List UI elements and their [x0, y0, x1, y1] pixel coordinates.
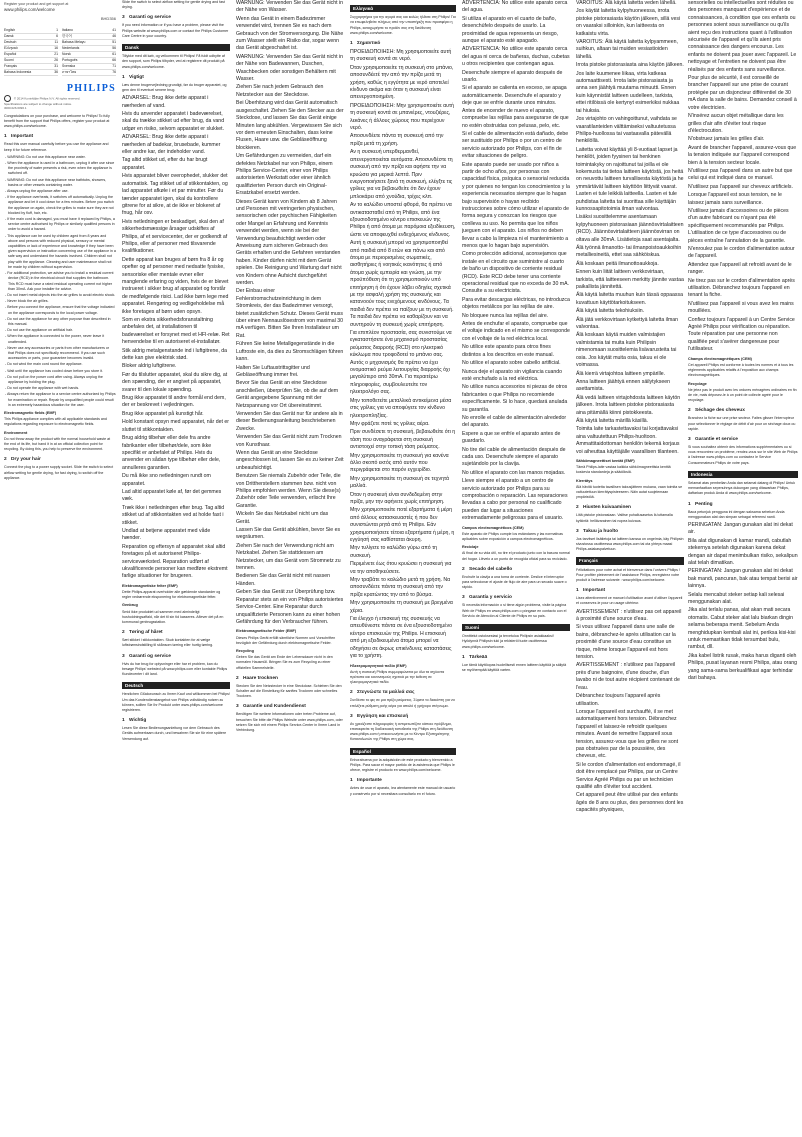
- warning-list: PERINGATAN: Jangan gunakan alat ini dekat air. Bila alat digunakan di kamar mandi, cabutlah stekernya setelah digunakan karena dekat dengan air dapat menimbulkan risiko, sekalipun alat telah dimatikan. PERINGATAN: Jangan gunakan alat ini dekat bak mandi, pancuran, bak atau tempat berisi air lainnya. Selalu mencabut steker setiap kali selesai menggunakan alat. Jika alat terlalu panas, alat akan mati secara otomatis. Cabut steker alat lalu biarkan dingin selama beberapa menit. Sebelum Anda menghidupkan kembali alat ini, periksa kisi-kisi untuk memastikan tidak tersumbat bulu, rambut, dll. Jika kabel listrik rusak, maka harus diganti oleh Philips, pusat layanan resmi Philips, atau orang yang sama-sama berkualifikasi agar terhindar dari bahaya.: [688, 521, 798, 682]
- warning-item: - Do not wind the main cord round the appliance.: [4, 362, 116, 367]
- copyright-block: © 2014 Koninklijke Philips N.V. All rights reserved. Specifications are subject to change without notice. 3000.026.6096.1: [4, 96, 81, 110]
- section-heading: 2 Haare trocknen: [236, 675, 278, 681]
- register-url[interactable]: www.philips.com/welcome: [4, 7, 55, 13]
- column-6: VAROITUS: Älä käytä laitetta veden lähellä. Jos käytät laitetta kylpyhuoneessa, irrota pistoke pistorasiasta käytön jälkeen, sillä vesi on vaaraksi silloinkin, kun laitteesta on katkaistu virta. VAROITUS: Älä käytä laitetta kylpyammeen, suihkun, altaan tai muiden vesiastioiden lähellä. Irrota pistoke pistorasiasta aina käytön jälkeen. Jos laite kuumenee liikaa, virta katkeaa automaattisesti. Irrota laite pistorasiasta ja anna sen jäähtyä muutama minuutti. Ennen kuin käynnistät laitteen uudelleen, tarkista, ettei ritilöissä ole kertynyt esimerkiksi nukkaa tai hiuksia. Jos virtajohto on vahingoittunut, vaihdata se vaaratilanteiden välttämiseksi valtuutetussa Philips-huollossa tai vastaavalla pätevällä henkilöllä. Laitetta voivat käyttää yli 8-vuotiaat lapset ja henkilöt, joiden fyysinen tai henkinen toimintakyky on rajoittunut tai joilla ei ole kokemusta tai tietoa laitteen käytöstä, jos heitä on neuvottu laitteen turvallisesta käytöstä ja he ymmärtävät laitteen käyttöön liittyvät vaarat. Lasten ei tule leikkiä laitteella. Lasten ei tule puhdistaa laitetta tai suorittaa sille käyttäjän kunnossapitotoimia ilman valvontaa. Lisäksi suosittelemme asentamaan kylpyhuoneen pistorasiaan jäännösvirtalaitteen (RCD). Jäännösvirtalaitteen jäännösvirran on oltava alle 30mA. Lisätietoja saat asentajalta. Älä työnnä ilmanotto- tai ilmanpoistoaukkoihin metalliesineitä, ettet saa sähköiskua. Älä koskaan peitä ilmanottoaukkoja. Ennen kuin liität laitteen verkkovirtaan, tarkista, että laitteeseen merkitty jännite vastaa paikallista jännitettä. Älä käytä laitetta muuhun kuin tässä oppaassa kuvattuun käyttötarkoitukseen. Älä käytä laitetta tekohiuksiin. Älä jätä verkkovirtaan kytkettyä laitetta ilman valvontaa. Älä koskaan käytä muiden valmistajien valmistamia tai muita kuin Philipsin nimenomaan suosittelemia lisävarusteita tai osia. Jos käytät muita osia, takuu ei ole voimassa. Älä kierrä virtajohtoa laitteen ympärille. Anna laitteen jäähtyä ennen säilytykseen asettamista. Älä vedä laitteen virtajohdosta laitteen käytön jälkeen. Irrota laitteen pistoke pistorasiasta aina pitämällä kiinni pistokkeesta. Älä käytä laitetta märillä käsillä. Toimita laite tarkastettavaksi tai korjattavaksi aina valtuutettuun Philips-huoltoon. Ammattitaidottoman henkilön tekemä korjaus voi aiheuttaa käyttäjälle vaarallisen tilanteen. Sähkömagneettiset kentät (EMF) Tämä Philips-laite vastaa kaikkia sähkömagneettisia kenttiä koskevia standardeja ja säädöksiä. Kierrätys Älä hävitä tuotetta tavallisen talousjätteen mukana, vaan toimita se valtuutettuun kierrätyspisteeseen. Näin autat suojelemaan ympäristöä. 2 Hiusten kuivaaminen Liitä pistoke pistorasiaan. Valitse puhallusasetus liu'uttamalla kytkintä: hellävarainen tai nopea kuivaus. 3 Takuu ja huolto Jos tarvitset lisätietoja tai laitteen kanssa on ongelmia, käy Philipsin sivustossa osoitteessa www.philips.com tai ota yhteys maasi Philips-asiakaspalveluun. Français Félicitations pour votre achat et bienvenue dans l'univers Philips ! Pour profiter pleinement de l'assistance Philips, enregistrez votre produit à l'adresse suivante : www.philips.com/welcome. 1 Important Lisez attentivement ce manuel d'utilisation avant d'utiliser l'appareil et conservez-le pour un usage ultérieur. AVERTISSEMENT : n'utilisez pas cet appareil à proximité d'une source d'eau. Si vous utilisez l'appareil dans une salle de bains, débranchez-le après utilisation car la proximité d'une source d'eau constitue un risque, même lorsque l'appareil est hors tension. AVERTISSEMENT : n'utilisez pas l'appareil près d'une baignoire, d'une douche, d'un lavabo ni de tout autre récipient contenant de l'eau. Débranchez toujours l'appareil après utilisation. Lorsque l'appareil est surchauffé, il se met automatiquement hors tension. Débranchez l'appareil et laissez-le refroidir quelques minutes. Avant de remettre l'appareil sous tension, assurez-vous que les grilles ne sont pas obstruées par de la poussière, des cheveux, etc. Si le cordon d'alimentation est endommagé, il doit être remplacé par Philips, par un Centre Service Agréé Philips ou par un technicien qualifié afin d'éviter tout accident. Cet appareil peut être utilisé par des enfants âgés de 8 ans ou plus, des personnes dont les capacités physiques,: [576, 0, 684, 814]
- section-heading: 3 Garanti og service: [122, 15, 171, 21]
- language-header-indonesia: Indonesia: [688, 471, 798, 478]
- warning-list: ADVARSEL: Brug ikke dette apparat i nærheden af vand. Hvis du anvender apparatet i badeværelset, skal du trække stikket ud efter brug, da vand udgør en risiko, selvom apparatet er slukket. ADVARSEL: Brug ikke dette apparat i nærheden af badekar, brusebade, kummer eller andre kar, der indeholder vand. Tag altid stikket ud, efter du har brugt apparatet. Hvis apparatet bliver overophedet, slukker det automatisk. Tag stikket ud af stikkontakten, og lad apparatet afkøle i et par minutter. Før du tænder apparatet igen, skal du kontrollere gitrene for at sikre, at de ikke er blokeret af fnug, hår osv. Hvis netledningen er beskadiget, skal den af sikkerhedsmæssige årsager udskiftes af Philips, af et servicecenter, der er godkendt af Philips, eller af personer med tilsvarende kvalifikationer. Dette apparat kan bruges af børn fra 8 år og opefter og af personer med nedsatte fysiske, sensoriske eller mentale evner eller manglende erfaring og viden, hvis de er blevet instrueret i sikker brug af apparatet og forstår de medfølgende risici. Lad ikke børn lege med apparatet. Rengøring og vedligeholdelse må ikke foretages af børn uden opsyn. Som en ekstra sikkerhedsforanstaltning anbefales det, at installationen til badeværelset er forsynet med et HFI-relæ. Ret henvendelse til en autoriseret el-installatør. Stik aldrig metalgenstande ind i luftgitrene, da dette kan give elektrisk stød. Bloker aldrig luftgitrene. Før du tilslutter apparatet, skal du sikre dig, at den spænding, der er angivet på apparatet, svarer til den lokale spænding. Brug ikke apparatet til andre formål end dem, der er beskrevet i vejledningen. Brug ikke apparatet på kunstigt hår. Hold konstant opsyn med apparatet, når det er sluttet til stikkontakten. Brug aldrig tilbehør eller dele fra andre fabrikanter eller tilbehør/dele, som ikke specifikt er anbefalet af Philips. Hvis du anvender en sådan type tilbehør eller dele, annulleres garantien. Du må ikke sno netledningen rundt om apparatet. Lad altid apparatet køle af, før det gemmes væk. Træk ikke i netledningen efter brug. Tag altid stikket ud af stikkontakten ved at holde fast i stikket. Undlad at betjene apparatet med våde hænder. Reparation og eftersyn af apparatet skal altid foretages på et autoriseret Philips-serviceværksted. Reparation udført af ukvalificerede personer kan medføre ekstremt farlige situationer for brugeren.: [122, 95, 230, 580]
- column-5: ADVERTENCIA: No utilice este aparato cerca del agua. Si utiliza el aparato en el cuarto de baño, desenchúfelo después de usarlo. La proximidad de agua representa un riesgo, aunque el aparato esté apagado. ADVERTENCIA: No utilice este aparato cerca del agua ni cerca de bañeras, duchas, cubetas u otros recipientes que contengan agua. Desenchufe siempre el aparato después de usarlo. Si el aparato se calienta en exceso, se apaga automáticamente. Desenchufe el aparato y deje que se enfríe durante unos minutos. Antes de encender de nuevo el aparato, compruebe las rejillas para asegurarse de que no estén obstruidas con pelusas, pelo, etc. Si el cable de alimentación está dañado, debe ser sustituido por Philips o por un centro de servicio autorizado por Philips, con el fin de evitar situaciones de peligro. Este aparato puede ser usado por niños a partir de ocho años, por personas con capacidad física, psíquica o sensorial reducida y por quienes no tengan los conocimientos y la experiencia necesarios siempre que lo hagan bajo supervisión o hayan recibido instrucciones sobre cómo utilizar el aparato de forma segura y conozcan los riesgos que conlleva su uso. No permita que los niños jueguen con el aparato. Los niños no deben llevar a cabo la limpieza ni el mantenimiento a menos que lo hagan bajo supervisión. Como protección adicional, aconsejamos que instale en el circuito que suministre al cuarto de baño un dispositivo de corriente residual (RCD). Este RCD debe tener una corriente operacional residual que no exceda de 30 mA. Consulte a su electricista. Para evitar descargas eléctricas, no introduzca objetos metálicos por las rejillas de aire. No bloquee nunca las rejillas del aire. Antes de enchufar el aparato, compruebe que el voltaje indicado en el mismo se corresponde con el voltaje de la red eléctrica local. No utilice este aparato para otros fines distintos a los descritos en este manual. No utilice el aparato sobre cabello artificial. Nunca deje el aparato sin vigilancia cuando esté enchufado a la red eléctrica. No utilice nunca accesorios ni piezas de otros fabricantes o que Philips no recomiende específicamente. Si lo hace, quedará anulada su garantía. No enrolle el cable de alimentación alrededor del aparato. Espere a que se enfríe el aparato antes de guardarlo. No tire del cable de alimentación después de cada uso. Desenchufe siempre el aparato sujetándolo por la clavija. No utilice el aparato con las manos mojadas. Lleve siempre el aparato a un centro de servicio autorizado por Philips para su comprobación o reparación. Las reparaciones llevadas a cabo por personal no cualificado pueden dar lugar a situaciones extremadamente peligrosas para el usuario. Campos electromagnéticos (CEM) Este aparato de Philips cumple los estándares y las normativas aplicables sobre exposición a campos electromagnéticos. Reciclaje Al final de su vida útil, no tire el producto junto con la basura normal del hogar. Llévelo a un punto de recogida oficial para su reciclado. 2 Secado del cabello Enchufe la clavija a una toma de corriente. Deslice el interruptor para seleccionar el ajuste de flujo de aire para un secado suave o rápido. 3 Garantía y servicio Si necesita información o si tiene algún problema, visite la página Web de Philips en www.philips.com o póngase en contacto con el Servicio de Atención al Cliente de Philips en su país. Suomi Onnittelut ostoksestasi ja tervetuloa Philipsin asiakkaaksi! Hyödynnä Philipsin tuki ja rekisteröi tuote osoitteessa www.philips.com/welcome. 1 Tärkeää Lue tämä käyttöopas huolellisesti ennen laitteen käyttöä ja säilytä se myöhempää käyttöä varten.: [462, 0, 570, 673]
- language-index-row[interactable]: ภาษาไทย 76: [62, 69, 116, 74]
- warning-item: - Do not use the appliance for any other purpose than described in this manual.: [4, 317, 116, 327]
- intro-text: Congratulations on your purchase, and welcome to Philips! To fully benefit from the support that Philips offers, register your product at www.philips.com/welcome.: [4, 113, 110, 129]
- emf-heading: Electromagnetic fields (EMF): [4, 410, 57, 415]
- warning-list: ADVERTENCIA: No utilice este aparato cerca del agua. Si utiliza el aparato en el cuarto de baño, desenchúfelo después de usarlo. La proximidad de agua representa un riesgo, aunque el aparato esté apagado. ADVERTENCIA: No utilice este aparato cerca del agua ni cerca de bañeras, duchas, cubetas u otros recipientes que contengan agua. Desenchufe siempre el aparato después de usarlo. Si el aparato se calienta en exceso, se apaga automáticamente. Desenchufe el aparato y deje que se enfríe durante unos minutos. Antes de encender de nuevo el aparato, compruebe las rejillas para asegurarse de que no estén obstruidas con pelusas, pelo, etc. Si el cable de alimentación está dañado, debe ser sustituido por Philips o por un centro de servicio autorizado por Philips, con el fin de evitar situaciones de peligro. Este aparato puede ser usado por niños a partir de ocho años, por personas con capacidad física, psíquica o sensorial reducida y por quienes no tengan los conocimientos y la experiencia necesarios siempre que lo hagan bajo supervisión o hayan recibido instrucciones sobre cómo utilizar el aparato de forma segura y conozcan los riesgos que conlleva su uso. No permita que los niños jueguen con el aparato. Los niños no deben llevar a cabo la limpieza ni el mantenimiento a menos que lo hagan bajo supervisión. Como protección adicional, aconsejamos que instale en el circuito que suministre al cuarto de baño un dispositivo de corriente residual (RCD). Este RCD debe tener una corriente operacional residual que no exceda de 30 mA. Consulte a su electricista. Para evitar descargas eléctricas, no introduzca objetos metálicos por las rejillas de aire. No bloquee nunca las rejillas del aire. Antes de enchufar el aparato, compruebe que el voltaje indicado en el mismo se corresponde con el voltaje de la red eléctrica local. No utilice este aparato para otros fines distintos a los descritos en este manual. No utilice el aparato sobre cabello artificial. Nunca deje el aparato sin vigilancia cuando esté enchufado a la red eléctrica. No utilice nunca accesorios ni piezas de otros fabricantes o que Philips no recomiende específicamente. Si lo hace, quedará anulada su garantía. No enrolle el cable de alimentación alrededor del aparato. Espere a que se enfríe el aparato antes de guardarlo. No tire del cable de alimentación después de cada uso. Desenchufe siempre el aparato sujetándolo por la clavija. No utilice el aparato con las manos mojadas. Lleve siempre el aparato a un centro de servicio autorizado por Philips para su comprobación o reparación. Las reparaciones llevadas a cabo por personal no cualificado pueden dar lugar a situaciones extremadamente peligrosas para el usuario.: [462, 0, 570, 522]
- section-heading: 2 Στεγνώστε τα μαλλιά σας: [350, 690, 415, 696]
- environment-heading: Recyclage: [688, 381, 707, 386]
- environment-heading: Reciclaje: [462, 545, 479, 550]
- language-header-deutsch: Deutsch: [122, 682, 230, 689]
- language-index-row[interactable]: Deutsch 11: [4, 39, 58, 44]
- emf-heading: Elektromagnetiske felter (EMF): [122, 583, 178, 588]
- warning-item: - If the main cord is damaged, you must have it replaced by Philips, a service centre authorised by Philips or similarly qualified persons in order to avoid a hazard.: [4, 217, 116, 233]
- environment-heading: Kierrätys: [576, 478, 593, 483]
- column-1: Register your product and get support at www.philips.com/welcome BHD356 English 1 Italiano 41 Dansk 6 한국어 46 Deutsch 11 Bahasa Melayu 51 Ελληνικά 16 Nederlands 56 Español 21 Norsk 61 Suomi 26 Português 66 Français 31 Svenska 71 Bahasa Indonesia 36 ภาษาไทย 76 PHILIPS © 2014 Koninklijke Philips N.V. All rights reserved. Specifications are subject to change without notice. 3000.026.6096.1 Congratulations on your purchase, and welcome to Philips! To fully benefit from the support that Philips offers, register your product at www.philips.com/welcome. 1 Important Read this user manual carefully before you use the appliance and keep it for future reference. - WARNING: Do not use this appliance near water. - When the appliance is used in a bathroom, unplug it after use since the proximity of water presents a risk, even when the appliance is switched off. - WARNING: Do not use this appliance near bathtubs, showers, basins or other vessels containing water. - Always unplug the appliance after use. - If the appliance overheats, it switches off automatically. Unplug the appliance and let it cool down for a few minutes. Before you switch the appliance on again, check the grilles to make sure they are not blocked by fluff, hair, etc. - If the main cord is damaged, you must have it replaced by Philips, a service centre authorised by Philips or similarly qualified persons in order to avoid a hazard. - This appliance can be used by children aged from 8 years and above and persons with reduced physical, sensory or mental capabilities or lack of experience and knowledge if they have been given supervision or instruction concerning use of the appliance in a safe way and understand the hazards involved. Children shall not play with the appliance. Cleaning and user maintenance shall not be made by children without supervision. - For additional protection, we advise you to install a residual current device (RCD) in the electrical circuit that supplies the bathroom. This RCD must have a rated residual operating current not higher than 30mA. Ask your installer for advice. - Do not insert metal objects into the air grilles to avoid electric shock. - Never block the air grilles. - Before you connect the appliance, ensure that the voltage indicated on the appliance corresponds to the local power voltage. - Do not use the appliance for any other purpose than described in this manual. - Do not use the appliance on artificial hair. - When the appliance is connected to the power, never leave it unattended. - Never use any accessories or parts from other manufacturers or that Philips does not specifically recommend. If you use such accessories or parts, your guarantee becomes invalid. - Do not wind the main cord round the appliance. - Wait until the appliance has cooled down before you store it. - Do not pull on the power cord after using. Always unplug the appliance by holding the plug. - Do not operate the appliance with wet hands. - Always return the appliance to a service centre authorized by Philips for examination or repair. Repair by unqualified people could result in an extremely hazardous situation for the user. Electromagnetic fields (EMF) This Philips appliance complies with all applicable standards and regulations regarding exposure to electromagnetic fields. Environment Do not throw away the product with the normal household waste at the end of its life, but hand it in at an official collection point for recycling. By doing this, you help to preserve the environment. 2 Dry your hair Connect the plug to a power supply socket. Slide the switch to select airflow setting for gentle drying, for fast drying, to switch off the appliance.: [4, 0, 116, 1137]
- warning-item: - Always return the appliance to a service centre authorized by Philips for examination or repair. Repair by unqualified people could result in an extremely hazardous situation for the user.: [4, 392, 116, 408]
- language-index-row[interactable]: Svenska 71: [62, 63, 116, 68]
- section-heading: 2 Séchage des cheveux: [688, 408, 745, 414]
- language-index-row[interactable]: English 1: [4, 27, 58, 32]
- environment-heading: Recycling: [236, 648, 254, 653]
- language-header-greek: Ελληνικά: [350, 5, 456, 12]
- warning-item: - Do not operate the appliance with wet hands.: [4, 386, 116, 391]
- warning-list: AVERTISSEMENT : n'utilisez pas cet appareil à proximité d'une source d'eau. Si vous utilisez l'appareil dans une salle de bains, débranchez-le après utilisation car la proximité d'une source d'eau constitue un risque, même lorsque l'appareil est hors tension. AVERTISSEMENT : n'utilisez pas l'appareil près d'une baignoire, d'une douche, d'un lavabo ni de tout autre récipient contenant de l'eau. Débranchez toujours l'appareil après utilisation. Lorsque l'appareil est surchauffé, il se met automatiquement hors tension. Débranchez l'appareil et laissez-le refroidir quelques minutes. Avant de remettre l'appareil sous tension, assurez-vous que les grilles ne sont pas obstruées par de la poussière, des cheveux, etc. Si le cordon d'alimentation est endommagé, il doit être remplacé par Philips, par un Centre Service Agréé Philips ou par un technicien qualifié afin d'éviter tout accident. Cet appareil peut être utilisé par des enfants âgés de 8 ans ou plus, des personnes dont les capacités physiques,: [576, 608, 684, 814]
- section-heading: 3 Takuu ja huolto: [576, 528, 619, 534]
- section-heading: 2 Dry your hair: [4, 457, 41, 463]
- warning-item: - When the appliance is used in a bathroom, unplug it after use since the proximity of water presents a risk, even when the appliance is switched off.: [4, 161, 116, 177]
- language-header-francais: Français: [576, 557, 684, 564]
- language-header-suomi: Suomi: [462, 624, 570, 631]
- section-heading: 1 Penting: [688, 501, 713, 507]
- emf-heading: Campos electromagnéticos (CEM): [462, 525, 524, 530]
- section-heading: 3 Garanti og service: [122, 653, 171, 659]
- model-number: BHD356: [100, 16, 116, 22]
- warning-list: [4, 155, 116, 408]
- language-index-row[interactable]: Bahasa Indonesia 36: [4, 69, 58, 74]
- warning-list: sensorielles ou intellectuelles sont réduites ou des personnes manquant d'expérience et de connaissances, à condition que ces enfants ou personnes soient sous surveillance ou qu'ils aient reçu des instructions quant à l'utilisation sécurisée de l'appareil et qu'ils aient pris connaissance des dangers encourus. Les enfants ne doivent pas jouer avec l'appareil. Le nettoyage et l'entretien ne doivent pas être réalisés par des enfants sans surveillance. Pour plus de sécurité, il est conseillé de brancher l'appareil sur une prise de courant protégée par un disjoncteur différentiel de 30 mA dans la salle de bains. Demandez conseil à votre électricien. N'insérez aucun objet métallique dans les grilles d'air afin d'éviter tout risque d'électrocution. N'obstruez jamais les grilles d'air. Avant de brancher l'appareil, assurez-vous que la tension indiquée sur l'appareil correspond bien à la tension secteur locale. N'utilisez pas l'appareil dans un autre but que celui qui est indiqué dans ce manuel. N'utilisez pas l'appareil sur cheveux artificiels. Lorsque l'appareil est sous tension, ne le laissez jamais sans surveillance. N'utilisez jamais d'accessoires ou de pièces d'un autre fabricant ou n'ayant pas été spécifiquement recommandés par Philips. L'utilisation de ce type d'accessoires ou de pièces entraîne l'annulation de la garantie. N'enroulez pas le cordon d'alimentation autour de l'appareil. Attendez que l'appareil ait refroidi avant de le ranger. Ne tirez pas sur le cordon d'alimentation après utilisation. Débranchez toujours l'appareil en tenant la fiche. N'utilisez pas l'appareil si vous avez les mains mouillées. Confiez toujours l'appareil à un Centre Service Agréé Philips pour vérification ou réparation. Toute réparation par une personne non qualifiée peut s'avérer dangereuse pour l'utilisateur.: [688, 0, 797, 353]
- emf-heading: Ηλεκτρομαγνητικά πεδία (EMF): [350, 663, 407, 668]
- column-7: sensorielles ou intellectuelles sont réduites ou des personnes manquant d'expérience et de connaissances, à condition que ces enfants ou personnes soient sous surveillance ou qu'ils aient reçu des instructions quant à l'utilisation sécurisée de l'appareil et qu'ils aient pris connaissance des dangers encourus. Les enfants ne doivent pas jouer avec l'appareil. Le nettoyage et l'entretien ne doivent pas être réalisés par des enfants sans surveillance. Pour plus de sécurité, il est conseillé de brancher l'appareil sur une prise de courant protégée par un disjoncteur différentiel de 30 mA dans la salle de bains. Demandez conseil à votre électricien. N'insérez aucun objet métallique dans les grilles d'air afin d'éviter tout risque d'électrocution. N'obstruez jamais les grilles d'air. Avant de brancher l'appareil, assurez-vous que la tension indiquée sur l'appareil correspond bien à la tension secteur locale. N'utilisez pas l'appareil dans un autre but que celui qui est indiqué dans ce manuel. N'utilisez pas l'appareil sur cheveux artificiels. Lorsque l'appareil est sous tension, ne le laissez jamais sans surveillance. N'utilisez jamais d'accessoires ou de pièces d'un autre fabricant ou n'ayant pas été spécifiquement recommandés par Philips. L'utilisation de ce type d'accessoires ou de pièces entraîne l'annulation de la garantie. N'enroulez pas le cordon d'alimentation autour de l'appareil. Attendez que l'appareil ait refroidi avant de le ranger. Ne tirez pas sur le cordon d'alimentation après utilisation. Débranchez toujours l'appareil en tenant la fiche. N'utilisez pas l'appareil si vous avez les mains mouillées. Confiez toujours l'appareil à un Centre Service Agréé Philips pour vérification ou réparation. Toute réparation par une personne non qualifiée peut s'avérer dangereuse pour l'utilisateur. Champs électromagnétiques (CEM) Cet appareil Philips est conforme à toutes les normes et à tous les règlements applicables relatifs à l'exposition aux champs électromagnétiques. Recyclage Ne jetez pas le produit avec les ordures ménagères ordinaires en fin de vie, mais déposez-le à un point de collecte agréé pour le recyclage. 2 Séchage des cheveux Branchez la fiche sur une prise secteur. Faites glisser l'interrupteur pour sélectionner le réglage de débit d'air pour un séchage doux ou rapide. 3 Garantie et service Si vous souhaitez obtenir des informations supplémentaires ou si vous rencontrez un problème, rendez-vous sur le site Web de Philips à l'adresse www.philips.com ou contactez le Service Consommateurs Philips de votre pays. Indonesia Selamat atas pembelian Anda dan selamat datang di Philips! Untuk memanfaatkan sepenuhnya dukungan yang ditawarkan Philips, daftarkan produk Anda di www.philips.com/welcome. 1 Penting Baca petunjuk pengguna ini dengan saksama sebelum Anda menggunakan alat dan simpan sebagai referensi nanti. PERINGATAN: Jangan gunakan alat ini dekat air. Bila alat digunakan di kamar mandi, cabutlah stekernya setelah digunakan karena dekat dengan air dapat menimbulkan risiko, sekalipun alat telah dimatikan. PERINGATAN: Jangan gunakan alat ini dekat bak mandi, pancuran, bak atau tempat berisi air lainnya. Selalu mencabut steker setiap kali selesai menggunakan alat. Jika alat terlalu panas, alat akan mati secara otomatis. Cabut steker alat lalu biarkan dingin selama beberapa menit. Sebelum Anda menghidupkan kembali alat ini, periksa kisi-kisi untuk memastikan tidak tersumbat bulu, rambut, dll. Jika kabel listrik rusak, maka harus diganti oleh Philips, pusat layanan resmi Philips, atau orang yang sama-sama berkualifikasi agar terhindar dari bahaya.: [688, 0, 798, 682]
- warning-item: - Do not use the appliance on artificial hair.: [4, 328, 116, 333]
- language-index-row[interactable]: 한국어 46: [62, 33, 116, 38]
- language-index-row[interactable]: Bahasa Melayu 51: [62, 39, 116, 44]
- language-index-row[interactable]: Suomi 26: [4, 57, 58, 62]
- column-3: WARNUNG: Verwenden Sie das Gerät nicht in der Nähe von Wasser. Wenn das Gerät in einem Badezimmer verwendet wird, trennen Sie es nach dem Gebrauch von der Stromversorgung. Die Nähe zum Wasser stellt ein Risiko dar, sogar wenn das Gerät abgeschaltet ist. WARNUNG: Verwenden Sie das Gerät nicht in der Nähe von Badewannen, Duschen, Waschbecken oder sonstigen Behältern mit Wasser. Ziehen Sie nach jedem Gebrauch den Netzstecker aus der Steckdose. Bei Überhitzung wird das Gerät automatisch ausgeschaltet. Ziehen Sie den Stecker aus der Steckdose, und lassen Sie das Gerät einige Minuten lang abkühlen. Vergewissern Sie sich vor dem erneuten Einschalten, dass keine Flusen, Haare usw. die Gebläseöffnung blockieren. Um Gefährdungen zu vermeiden, darf ein defektes Netzkabel nur von Philips, einem Philips Service-Center, einer von Philips autorisierten Werkstatt oder einer ähnlich qualifizierten Person durch ein Original-Ersatzkabel ersetzt werden. Dieses Gerät kann von Kindern ab 8 Jahren und Personen mit verringerten physischen, sensorischen oder psychischen Fähigkeiten oder Mangel an Erfahrung und Kenntnis verwendet werden, wenn sie bei der Verwendung beaufsichtigt werden oder Anweisung zum sicheren Gebrauch des Geräts erhalten und die Gefahren verstanden haben. Kinder dürfen nicht mit dem Gerät spielen. Die Reinigung und Wartung darf nicht von Kindern ohne Aufsicht durchgeführt werden. Der Einbau einer Fehlerstromschutzeinrichtung in dem Stromkreis, der das Badezimmer versorgt, bietet zusätzlichen Schutz. Dieses Gerät muss über einen Nennauslösestrom von maximal 30 mA verfügen. Bitten Sie Ihren Installateur um Rat. Führen Sie keine Metallgegenstände in die Luftroste ein, da dies zu Stromschlägen führen kann. Halten Sie Luftaustrittsgitter und Gebläseöffnung immer frei. Bevor Sie das Gerät an eine Steckdose anschließen, überprüfen Sie, ob die auf dem Gerät angegebene Spannung mit der Netzspannung vor Ort übereinstimmt. Verwenden Sie das Gerät nur für andere als in dieser Bedienungsanleitung beschriebenen Zwecke. Verwenden Sie das Gerät nicht zum Trocknen von Kunsthaar. Wenn das Gerät an eine Steckdose angeschlossen ist, lassen Sie es zu keiner Zeit unbeaufsichtigt. Benutzen Sie niemals Zubehör oder Teile, die von Drittherstellern stammen bzw. nicht von Philips empfohlen werden. Wenn Sie diese(s) Zubehör oder Teile verwenden, erlischt Ihre Garantie. Wickeln Sie das Netzkabel nicht um das Gerät. Lassen Sie das Gerät abkühlen, bevor Sie es wegräumen. Ziehen Sie nach der Verwendung nicht am Netzkabel. Ziehen Sie stattdessen am Netzstecker, um das Gerät vom Stromnetz zu trennen. Bedienen Sie das Gerät nicht mit nassen Händen. Geben Sie das Gerät zur Überprüfung bzw. Reparatur stets an ein von Philips autorisiertes Service-Center. Eine Reparatur durch unqualifizierte Personen kann zu einer hohen Gefährdung für den Verbraucher führen. Elektromagnetische Felder (EMF) Dieses Philips Gerät erfüllt sämtliche Normen und Vorschriften bezüglich der Gefährdung durch elektromagnetische Felder. Recycling Geben Sie das Gerät am Ende der Lebensdauer nicht in den normalen Hausmüll. Bringen Sie es zum Recycling zu einer offiziellen Sammelstelle. 2 Haare trocknen Stecken Sie den Netzstecker in eine Steckdose. Schieben Sie den Schalter auf die Einstellung für sanftes Trocknen oder schnelles Trocknen. 3 Garantie und Kundendienst Benötigen Sie weitere Informationen oder treten Probleme auf, besuchen Sie bitte die Philips Website unter www.philips.com, oder setzen Sie sich mit einem Philips Service-Center in Ihrem Land in Verbindung.: [236, 0, 344, 732]
- section-heading: 2 Tøring af håret: [122, 630, 163, 636]
- emf-heading: Sähkömagneettiset kentät (EMF): [576, 458, 635, 463]
- warning-item: - For additional protection, we advise you to install a residual current device (RCD) in the electrical circuit that supplies the bathroom. This RCD must have a rated residual operating current not higher than 30mA. Ask your installer for advice.: [4, 271, 116, 292]
- section-heading: 1 Importante: [350, 778, 382, 784]
- section-heading: 2 Secado del cabello: [462, 566, 513, 572]
- language-header-dansk: Dansk: [122, 44, 230, 51]
- emf-heading: Champs électromagnétiques (CEM): [688, 356, 752, 361]
- language-header-espanol: Español: [350, 748, 456, 755]
- warning-item: - Never block the air grilles.: [4, 299, 116, 304]
- warning-item: - Do not pull on the power cord after using. Always unplug the appliance by holding the plug.: [4, 375, 116, 385]
- section-heading: 3 Garantie et service: [688, 436, 738, 442]
- warning-item: - If the appliance overheats, it switches off automatically. Unplug the appliance and let it cool down for a few minutes. Before you switch the appliance on again, check the grilles to make sure they are not blocked by fluff, hair, etc.: [4, 195, 116, 216]
- section-heading: 3 Εγγύηση και επισκευή: [350, 713, 409, 719]
- warning-list: VAROITUS: Älä käytä laitetta veden lähellä. Jos käytät laitetta kylpyhuoneessa, irrota pistoke pistorasiasta käytön jälkeen, sillä vesi on vaaraksi silloinkin, kun laitteesta on katkaistu virta. VAROITUS: Älä käytä laitetta kylpyammeen, suihkun, altaan tai muiden vesiastioiden lähellä. Irrota pistoke pistorasiasta aina käytön jälkeen. Jos laite kuumenee liikaa, virta katkeaa automaattisesti. Irrota laite pistorasiasta ja anna sen jäähtyä muutama minuutti. Ennen kuin käynnistät laitteen uudelleen, tarkista, ettei ritilöissä ole kertynyt esimerkiksi nukkaa tai hiuksia. Jos virtajohto on vahingoittunut, vaihdata se vaaratilanteiden välttämiseksi valtuutetussa Philips-huollossa tai vastaavalla pätevällä henkilöllä. Laitetta voivat käyttää yli 8-vuotiaat lapset ja henkilöt, joiden fyysinen tai henkinen toimintakyky on rajoittunut tai joilla ei ole kokemusta tai tietoa laitteen käytöstä, jos heitä on neuvottu laitteen turvallisesta käytöstä ja he ymmärtävät laitteen käyttöön liittyvät vaarat. Lasten ei tule leikkiä laitteella. Lasten ei tule puhdistaa laitetta tai suorittaa sille käyttäjän kunnossapitotoimia ilman valvontaa. Lisäksi suosittelemme asentamaan kylpyhuoneen pistorasiaan jäännösvirtalaitteen (RCD). Jäännösvirtalaitteen jäännösvirran on oltava alle 30mA. Lisätietoja saat asentajalta. Älä työnnä ilmanotto- tai ilmanpoistoaukkoihin metalliesineitä, ettet saa sähköiskua. Älä koskaan peitä ilmanottoaukkoja. Ennen kuin liität laitteen verkkovirtaan, tarkista, että laitteeseen merkitty jännite vastaa paikallista jännitettä. Älä käytä laitetta muuhun kuin tässä oppaassa kuvattuun käyttötarkoitukseen. Älä käytä laitetta tekohiuksiin. Älä jätä verkkovirtaan kytkettyä laitetta ilman valvontaa. Älä koskaan käytä muiden valmistajien valmistamia tai muita kuin Philipsin nimenomaan suosittelemia lisävarusteita tai osia. Jos käytät muita osia, takuu ei ole voimassa. Älä kierrä virtajohtoa laitteen ympärille. Anna laitteen jäähtyä ennen säilytykseen asettamista. Älä vedä laitteen virtajohdosta laitteen käytön jälkeen. Irrota laitteen pistoke pistorasiasta aina pitämällä kiinni pistokkeesta. Älä käytä laitetta märillä käsillä. Toimita laite tarkastettavaksi tai korjattavaksi aina valtuutettuun Philips-huoltoon. Ammattitaidottoman henkilön tekemä korjaus voi aiheuttaa käyttäjälle vaarallisen tilanteen.: [576, 0, 684, 455]
- language-index-row[interactable]: Português 66: [62, 57, 116, 62]
- language-index: [4, 28, 116, 76]
- warning-item: - Before you connect the appliance, ensure that the voltage indicated on the appliance corresponds to the local power voltage.: [4, 305, 116, 315]
- warning-item: - Always unplug the appliance after use.: [4, 189, 116, 194]
- language-index-row[interactable]: Dansk 6: [4, 33, 58, 38]
- section-heading: 3 Garantía y servicio: [462, 595, 512, 601]
- language-index-row[interactable]: Français 31: [4, 63, 58, 68]
- language-index-row[interactable]: Español 21: [4, 51, 58, 56]
- warning-item: - This appliance can be used by children aged from 8 years and above and persons with reduced physical, sensory or mental capabilities or lack of experience and knowledge if they have been given supervision or instruction concerning use of the appliance in a safe way and understand the hazards involved. Children shall not play with the appliance. Cleaning and user maintenance shall not be made by children without supervision.: [4, 234, 116, 270]
- environment-heading: Environment: [4, 430, 28, 435]
- section-heading: 1 Wichtig: [122, 718, 147, 724]
- section-heading: 1 Important: [4, 134, 34, 140]
- section-heading: 1 Tärkeää: [462, 654, 488, 660]
- warning-item: - Do not insert metal objects into the air grilles to avoid electric shock.: [4, 293, 116, 298]
- warning-list: WARNUNG: Verwenden Sie das Gerät nicht in der Nähe von Wasser. Wenn das Gerät in einem Badezimmer verwendet wird, trennen Sie es nach dem Gebrauch von der Stromversorgung. Die Nähe zum Wasser stellt ein Risiko dar, sogar wenn das Gerät abgeschaltet ist. WARNUNG: Verwenden Sie das Gerät nicht in der Nähe von Badewannen, Duschen, Waschbecken oder sonstigen Behältern mit Wasser. Ziehen Sie nach jedem Gebrauch den Netzstecker aus der Steckdose. Bei Überhitzung wird das Gerät automatisch ausgeschaltet. Ziehen Sie den Stecker aus der Steckdose, und lassen Sie das Gerät einige Minuten lang abkühlen. Vergewissern Sie sich vor dem erneuten Einschalten, dass keine Flusen, Haare usw. die Gebläseöffnung blockieren. Um Gefährdungen zu vermeiden, darf ein defektes Netzkabel nur von Philips, einem Philips Service-Center, einer von Philips autorisierten Werkstatt oder einer ähnlich qualifizierten Person durch ein Original-Ersatzkabel ersetzt werden. Dieses Gerät kann von Kindern ab 8 Jahren und Personen mit verringerten physischen, sensorischen oder psychischen Fähigkeiten oder Mangel an Erfahrung und Kenntnis verwendet werden, wenn sie bei der Verwendung beaufsichtigt werden oder Anweisung zum sicheren Gebrauch des Geräts erhalten und die Gefahren verstanden haben. Kinder dürfen nicht mit dem Gerät spielen. Die Reinigung und Wartung darf nicht von Kindern ohne Aufsicht durchgeführt werden. Der Einbau einer Fehlerstromschutzeinrichtung in dem Stromkreis, der das Badezimmer versorgt, bietet zusätzlichen Schutz. Dieses Gerät muss über einen Nennauslösestrom von maximal 30 mA verfügen. Bitten Sie Ihren Installateur um Rat. Führen Sie keine Metallgegenstände in die Luftroste ein, da dies zu Stromschlägen führen kann. Halten Sie Luftaustrittsgitter und Gebläseöffnung immer frei. Bevor Sie das Gerät an eine Steckdose anschließen, überprüfen Sie, ob die auf dem Gerät angegebene Spannung mit der Netzspannung vor Ort übereinstimmt. Verwenden Sie das Gerät nur für andere als in dieser Bedienungsanleitung beschriebenen Zwecke. Verwenden Sie das Gerät nicht zum Trocknen von Kunsthaar. Wenn das Gerät an eine Steckdose angeschlossen ist, lassen Sie es zu keiner Zeit unbeaufsichtigt. Benutzen Sie niemals Zubehör oder Teile, die von Drittherstellern stammen bzw. nicht von Philips empfohlen werden. Wenn Sie diese(s) Zubehör oder Teile verwenden, erlischt Ihre Garantie. Wickeln Sie das Netzkabel nicht um das Gerät. Lassen Sie das Gerät abkühlen, bevor Sie es wegräumen. Ziehen Sie nach der Verwendung nicht am Netzkabel. Ziehen Sie stattdessen am Netzstecker, um das Gerät vom Stromnetz zu trennen. Bedienen Sie das Gerät nicht mit nassen Händen. Geben Sie das Gerät zur Überprüfung bzw. Reparatur stets an ein von Philips autorisiertes Service-Center. Eine Reparatur durch unqualifizierte Personen kann zu einer hohen Gefährdung für den Verbraucher führen.: [236, 0, 344, 625]
- recycle-icon: [4, 95, 11, 102]
- language-index-row[interactable]: Norsk 61: [62, 51, 116, 56]
- language-index-row[interactable]: Ελληνικά 16: [4, 45, 58, 50]
- column-4: Ελληνικά Συγχαρητήρια για την αγορά σας και καλώς ήλθατε στη Philips! Για να επωφεληθείτε πλήρως από την υποστήριξη που προσφέρει η Philips, καταχωρήστε το προϊόν σας στη διεύθυνση www.philips.com/welcome. 1 Σημαντικό ΠΡΟΕΙΔΟΠΟΙΗΣΗ: Μη χρησιμοποιείτε αυτή τη συσκευή κοντά σε νερό. Όταν χρησιμοποιείτε τη συσκευή στο μπάνιο, αποσυνδέετέ την από την πρίζα μετά τη χρήση, καθώς η εγγύτητα με νερό αποτελεί κίνδυνο ακόμα και όταν η συσκευή είναι απενεργοποιημένη. ΠΡΟΕΙΔΟΠΟΙΗΣΗ: Μην χρησιμοποιείτε αυτή τη συσκευή κοντά σε μπανιέρες, ντουζιέρες, λεκάνες ή άλλους χώρους που περιέχουν νερό. Αποσυνδέετε πάντα τη συσκευή από την πρίζα μετά τη χρήση. Αν η συσκευή υπερθερμανθεί, απενεργοποιείται αυτόματα. Αποσυνδέστε τη συσκευή από την πρίζα και αφήστε την να κρυώσει για μερικά λεπτά. Πριν ενεργοποιήσετε ξανά τη συσκευή, ελέγξτε τις γρίλιες για να βεβαιωθείτε ότι δεν έχουν μπλοκάρει από χνούδια, τρίχες κλπ. Αν το καλώδιο υποστεί φθορά, θα πρέπει να αντικατασταθεί από τη Philips, από ένα εξουσιοδοτημένο κέντρο επισκευών της Philips ή από άτομα με παρόμοια εξειδίκευση, ώστε να αποφευχθεί ενδεχόμενος κίνδυνος. Αυτή η συσκευή μπορεί να χρησιμοποιηθεί από παιδιά από 8 ετών και πάνω και από άτομα με περιορισμένες σωματικές, αισθητήριες ή νοητικές ικανότητες ή από άτομα χωρίς εμπειρία και γνώση, με την προϋπόθεση ότι τη χρησιμοποιούν υπό επιτήρηση ή ότι έχουν λάβει οδηγίες σχετικά με την ασφαλή χρήση της συσκευής και κατανοούν τους ενεχόμενους κινδύνους. Τα παιδιά δεν πρέπει να παίζουν με τη συσκευή. Τα παιδιά δεν πρέπει να καθαρίζουν και να συντηρούν τη συσκευή χωρίς επιτήρηση. Για επιπλέον προστασία, σας συνιστούμε να εγκαταστήσετε ένα μηχανισμό προστασίας ρεύματος διαρροής (RCD) στο ηλεκτρικό κύκλωμα που τροφοδοτεί το μπάνιο σας. Αυτός ο μηχανισμός θα πρέπει να έχει ονομαστικό ρεύμα λειτουργίας διαρροής όχι μεγαλύτερο από 30mA. Για περαιτέρω πληροφορίες, συμβουλευτείτε τον ηλεκτρολόγο σας. Μην τοποθετείτε μεταλλικά αντικείμενα μέσα στις γρίλιες για να αποφύγετε τον κίνδυνο ηλεκτροπληξίας. Μην φράζετε ποτέ τις γρίλιες αέρα. Πριν συνδέσετε τη συσκευή, βεβαιωθείτε ότι η τάση που αναγράφεται στη συσκευή αντιστοιχεί στην τοπική τάση ρεύματος. Μην χρησιμοποιείτε τη συσκευή για κανένα άλλο σκοπό εκτός από αυτόν που περιγράφεται στο παρόν εγχειρίδιο. Μην χρησιμοποιείτε τη συσκευή σε τεχνητά μαλλιά. Όταν η συσκευή είναι συνδεδεμένη στην πρίζα, μην την αφήνετε χωρίς επιτήρηση. Μην χρησιμοποιείτε ποτέ εξαρτήματα ή μέρη από άλλους κατασκευαστές ή που δεν συνιστώνται ρητά από τη Philips. Εάν χρησιμοποιήσετε τέτοια εξαρτήματα ή μέρη, η εγγύησή σας καθίσταται άκυρη. Μην τυλίγετε το καλώδιο γύρω από τη συσκευή. Περιμένετε έως ότου κρυώσει η συσκευή για να την αποθηκεύσετε. Μην τραβάτε το καλώδιο μετά τη χρήση. Να αποσυνδέετε πάντα τη συσκευή από την πρίζα κρατώντας την από το βύσμα. Μην χρησιμοποιείτε τη συσκευή με βρεγμένα χέρια. Για έλεγχο ή επισκευή της συσκευής να απευθύνεστε πάντα σε ένα εξουσιοδοτημένο κέντρο επισκευών της Philips. Η επισκευή από μη εξειδικευμένα άτομα μπορεί να οδηγήσει σε άκρως επικίνδυνες καταστάσεις για το χρήστη. Ηλεκτρομαγνητικά πεδία (EMF) Αυτή η συσκευή Philips συμμορφώνεται με όλα τα ισχύοντα πρότυπα και κανονισμούς σχετικά με την έκθεση σε ηλεκτρομαγνητικά πεδία. 2 Στεγνώστε τα μαλλιά σας Συνδέστε το φις σε μια πρίζα ρεύματος. Σύρετε το διακόπτη για να επιλέξετε ρύθμιση ροής αέρα για απαλό ή γρήγορο στέγνωμα. 3 Εγγύηση και επισκευή Αν χρειάζεστε πληροφορίες ή αντιμετωπίζετε κάποιο πρόβλημα, επισκεφτείτε τη διαδικτυακή τοποθεσία της Philips στη διεύθυνση www.philips.com ή επικοινωνήστε με το Κέντρο Εξυπηρέτησης Καταναλωτών της Philips στη χώρα σας. Español Enhorabuena por la adquisición de este producto y bienvenido a Philips. Para sacar el mayor partido de la asistencia que Philips le ofrece, registre el producto en www.philips.com/welcome. 1 Importante Antes de usar el aparato, lea atentamente este manual de usuario y consérvelo por si necesitara consultarlo en el futuro.: [350, 6, 456, 796]
- language-index-row[interactable]: Nederlands 56: [62, 45, 116, 50]
- warning-item: - WARNING: Do not use this appliance near water.: [4, 155, 116, 160]
- column-2: Slide the switch to select airflow setting for gentle drying and fast drying. 3 Garanti og service If you need information or if you have a problem, please visit the Philips website at www.philips.com or contact the Philips Customer Care Centre in your country. Dansk Tillykke med dit køb, og velkommen til Philips! Få fuldt udbytte af den support, som Philips tilbyder, ved at registrere dit produkt på www.philips.com/welcome. 1 Vigtigt Læs denne brugervejledning grundigt, før du bruger apparatet, og gem den til eventuel senere brug. ADVARSEL: Brug ikke dette apparat i nærheden af vand. Hvis du anvender apparatet i badeværelset, skal du trække stikket ud efter brug, da vand udgør en risiko, selvom apparatet er slukket. ADVARSEL: Brug ikke dette apparat i nærheden af badekar, brusebade, kummer eller andre kar, der indeholder vand. Tag altid stikket ud, efter du har brugt apparatet. Hvis apparatet bliver overophedet, slukker det automatisk. Tag stikket ud af stikkontakten, og lad apparatet afkøle i et par minutter. Før du tænder apparatet igen, skal du kontrollere gitrene for at sikre, at de ikke er blokeret af fnug, hår osv. Hvis netledningen er beskadiget, skal den af sikkerhedsmæssige årsager udskiftes af Philips, af et servicecenter, der er godkendt af Philips, eller af personer med tilsvarende kvalifikationer. Dette apparat kan bruges af børn fra 8 år og opefter og af personer med nedsatte fysiske, sensoriske eller mentale evner eller manglende erfaring og viden, hvis de er blevet instrueret i sikker brug af apparatet og forstår de medfølgende risici. Lad ikke børn lege med apparatet. Rengøring og vedligeholdelse må ikke foretages af børn uden opsyn. Som en ekstra sikkerhedsforanstaltning anbefales det, at installationen til badeværelset er forsynet med et HFI-relæ. Ret henvendelse til en autoriseret el-installatør. Stik aldrig metalgenstande ind i luftgitrene, da dette kan give elektrisk stød. Bloker aldrig luftgitrene. Før du tilslutter apparatet, skal du sikre dig, at den spænding, der er angivet på apparatet, svarer til den lokale spænding. Brug ikke apparatet til andre formål end dem, der er beskrevet i vejledningen. Brug ikke apparatet på kunstigt hår. Hold konstant opsyn med apparatet, når det er sluttet til stikkontakten. Brug aldrig tilbehør eller dele fra andre fabrikanter eller tilbehør/dele, som ikke specifikt er anbefalet af Philips. Hvis du anvender en sådan type tilbehør eller dele, annulleres garantien. Du må ikke sno netledningen rundt om apparatet. Lad altid apparatet køle af, før det gemmes væk. Træk ikke i netledningen efter brug. Tag altid stikket ud af stikkontakten ved at holde fast i stikket. Undlad at betjene apparatet med våde hænder. Reparation og eftersyn af apparatet skal altid foretages på et autoriseret Philips-serviceværksted. Reparation udført af ukvalificerede personer kan medføre ekstremt farlige situationer for brugeren. Elektromagnetiske felter (EMF) Dette Philips-apparat overholder alle gældende standarder og regler vedrørende eksponering for elektromagnetiske felter. Genbrug Smid ikke produktet ud sammen med almindeligt husholdningsaffald, når det til sin tid kasseres. Aflever det på en kommunal genbrugsstation. 2 Tøring af håret Sæt stikket i stikkontakten. Skub kontakten for at vælge luftstrømsindstilling til skånsom tørring eller hurtig tørring. 3 Garanti og service Hvis du har brug for oplysninger eller har et problem, kan du besøge Philips' websted på www.philips.com eller kontakte Philips Kundecenter i dit land. Deutsch Herzlichen Glückwunsch zu Ihrem Kauf und willkommen bei Philips! Um das Kundendienstangebot von Philips vollständig nutzen zu können, sollten Sie Ihr Produkt unter www.philips.com/welcome registrieren. 1 Wichtig Lesen Sie diese Bedienungsanleitung vor dem Gebrauch des Geräts aufmerksam durch, und bewahren Sie sie für eine spätere Verwendung auf.: [122, 0, 230, 741]
- emf-heading: Elektromagnetische Felder (EMF): [236, 629, 297, 634]
- warning-item: - When the appliance is connected to the power, never leave it unattended.: [4, 334, 116, 344]
- section-heading: 1 Important: [576, 588, 606, 594]
- philips-logo: PHILIPS: [66, 82, 116, 94]
- section-heading: 1 Vigtigt: [122, 74, 144, 80]
- section-heading: 1 Σημαντικό: [350, 41, 381, 47]
- warning-item: - WARNING: Do not use this appliance near bathtubs, showers, basins or other vessels containing water.: [4, 178, 116, 188]
- register-text: Register your product and get support at: [4, 2, 69, 6]
- warning-list: ΠΡΟΕΙΔΟΠΟΙΗΣΗ: Μη χρησιμοποιείτε αυτή τη συσκευή κοντά σε νερό. Όταν χρησιμοποιείτε τη συσκευή στο μπάνιο, αποσυνδέετέ την από την πρίζα μετά τη χρήση, καθώς η εγγύτητα με νερό αποτελεί κίνδυνο ακόμα και όταν η συσκευή είναι απενεργοποιημένη. ΠΡΟΕΙΔΟΠΟΙΗΣΗ: Μην χρησιμοποιείτε αυτή τη συσκευή κοντά σε μπανιέρες, ντουζιέρες, λεκάνες ή άλλους χώρους που περιέχουν νερό. Αποσυνδέετε πάντα τη συσκευή από την πρίζα μετά τη χρήση. Αν η συσκευή υπερθερμανθεί, απενεργοποιείται αυτόματα. Αποσυνδέστε τη συσκευή από την πρίζα και αφήστε την να κρυώσει για μερικά λεπτά. Πριν ενεργοποιήσετε ξανά τη συσκευή, ελέγξτε τις γρίλιες για να βεβαιωθείτε ότι δεν έχουν μπλοκάρει από χνούδια, τρίχες κλπ. Αν το καλώδιο υποστεί φθορά, θα πρέπει να αντικατασταθεί από τη Philips, από ένα εξουσιοδοτημένο κέντρο επισκευών της Philips ή από άτομα με παρόμοια εξειδίκευση, ώστε να αποφευχθεί ενδεχόμενος κίνδυνος. Αυτή η συσκευή μπορεί να χρησιμοποιηθεί από παιδιά από 8 ετών και πάνω και από άτομα με περιορισμένες σωματικές, αισθητήριες ή νοητικές ικανότητες ή από άτομα χωρίς εμπειρία και γνώση, με την προϋπόθεση ότι τη χρησιμοποιούν υπό επιτήρηση ή ότι έχουν λάβει οδηγίες σχετικά με την ασφαλή χρήση της συσκευής και κατανοούν τους ενεχόμενους κινδύνους. Τα παιδιά δεν πρέπει να παίζουν με τη συσκευή. Τα παιδιά δεν πρέπει να καθαρίζουν και να συντηρούν τη συσκευή χωρίς επιτήρηση. Για επιπλέον προστασία, σας συνιστούμε να εγκαταστήσετε ένα μηχανισμό προστασίας ρεύματος διαρροής (RCD) στο ηλεκτρικό κύκλωμα που τροφοδοτεί το μπάνιο σας. Αυτός ο μηχανισμός θα πρέπει να έχει ονομαστικό ρεύμα λειτουργίας διαρροής όχι μεγαλύτερο από 30mA. Για περαιτέρω πληροφορίες, συμβουλευτείτε τον ηλεκτρολόγο σας. Μην τοποθετείτε μεταλλικά αντικείμενα μέσα στις γρίλιες για να αποφύγετε τον κίνδυνο ηλεκτροπληξίας. Μην φράζετε ποτέ τις γρίλιες αέρα. Πριν συνδέσετε τη συσκευή, βεβαιωθείτε ότι η τάση που αναγράφεται στη συσκευή αντιστοιχεί στην τοπική τάση ρεύματος. Μην χρησιμοποιείτε τη συσκευή για κανένα άλλο σκοπό εκτός από αυτόν που περιγράφεται στο παρόν εγχειρίδιο. Μην χρησιμοποιείτε τη συσκευή σε τεχνητά μαλλιά. Όταν η συσκευή είναι συνδεδεμένη στην πρίζα, μην την αφήνετε χωρίς επιτήρηση. Μην χρησιμοποιείτε ποτέ εξαρτήματα ή μέρη από άλλους κατασκευαστές ή που δεν συνιστώνται ρητά από τη Philips. Εάν χρησιμοποιήσετε τέτοια εξαρτήματα ή μέρη, η εγγύησή σας καθίσταται άκυρη. Μην τυλίγετε το καλώδιο γύρω από τη συσκευή. Περιμένετε έως ότου κρυώσει η συσκευή για να την αποθηκεύσετε. Μην τραβάτε το καλώδιο μετά τη χρήση. Να αποσυνδέετε πάντα τη συσκευή από την πρίζα κρατώντας την από το βύσμα. Μην χρησιμοποιείτε τη συσκευή με βρεγμένα χέρια. Για έλεγχο ή επισκευή της συσκευής να απευθύνεστε πάντα σε ένα εξουσιοδοτημένο κέντρο επισκευών της Philips. Η επισκευή από μη εξειδικευμένα άτομα μπορεί να οδηγήσει σε άκρως επικίνδυνες καταστάσεις για το χρήστη.: [350, 49, 456, 660]
- section-heading: 2 Hiusten kuivaaminen: [576, 505, 631, 511]
- section-heading: 3 Garantie und Kundendienst: [236, 704, 306, 710]
- environment-heading: Genbrug: [122, 603, 138, 608]
- warning-item: - Wait until the appliance has cooled down before you store it.: [4, 369, 116, 374]
- warning-item: - Never use any accessories or parts from other manufacturers or that Philips does not specifically recommend. If you use such accessories or parts, your guarantee becomes invalid.: [4, 346, 116, 362]
- language-index-row[interactable]: Italiano 41: [62, 27, 116, 32]
